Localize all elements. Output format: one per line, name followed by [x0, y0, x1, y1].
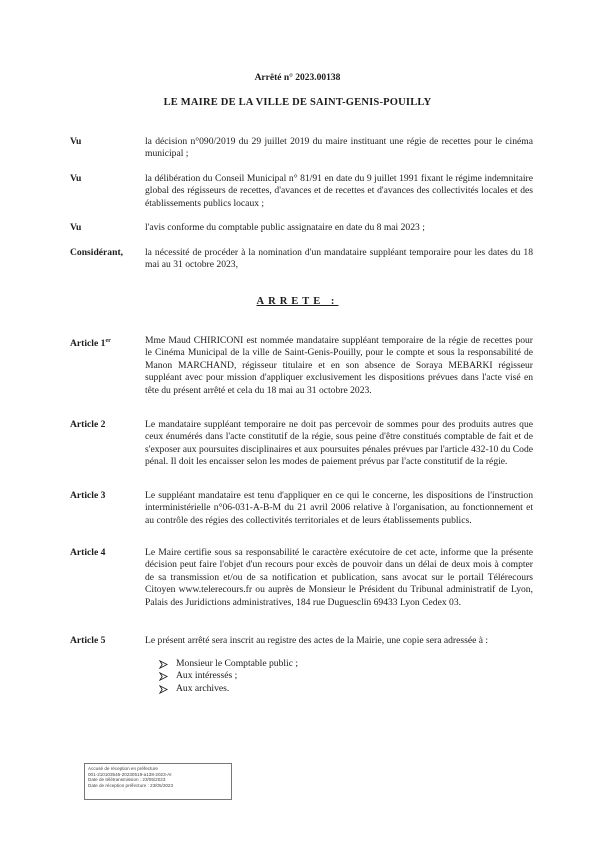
- article-label: Article 3: [70, 490, 106, 501]
- stamp-line: Date de réception préfecture : 23/05/2023: [88, 782, 174, 788]
- preamble-text: la délibération du Conseil Municipal n° 81/91 en date du 9 juillet 1991 fixant le régime indemnitaire global des régisseurs de recettes, d'avances et de recettes et d'avances des collectivités locales et des établissements publics locaux ;: [145, 173, 533, 209]
- article-label: Article 2: [70, 419, 106, 430]
- recipient-label: Aux intéressés ;: [176, 670, 238, 682]
- article-text: Mme Maud CHIRICONI est nommée mandataire suppléant temporaire de la régie de recettes pour le Cinéma Municipal de la ville de Saint-Genis-Pouilly, pour le compte et sous la responsabilité de Manon MARCHAND, régisseur titulaire et en son absence de Soraya MEBARKI régisseur suppléant avec pour mission d'appliquer exclusivement les dispositions prévues dans l'acte visé en tête du présent arrêté et cela du 18 mai au 31 octobre 2023.: [145, 335, 533, 396]
- decision-heading: ARRETE :: [256, 296, 339, 307]
- recipient-label: Aux archives.: [176, 682, 230, 694]
- article-text: Le mandataire suppléant temporaire ne doit pas percevoir de sommes pour des produits autres que ceux énumérés dans l'acte constitutif de la régie, sous peine d'être constitués comptable de fait et de s'exposer aux poursuites disciplinaires et aux poursuites pénales prévues par l'article 432-10 du Code pénal. Il doit les encaisser selon les modes de paiement prévus par l'acte constitutif de la régie.: [145, 419, 533, 468]
- article-label: Article 5: [70, 635, 106, 646]
- preamble-label: Vu: [70, 222, 82, 233]
- arrete-number: Arrêté n° 2023.00138: [254, 73, 341, 83]
- recipient-item: [159, 683, 298, 695]
- preamble-text: la nécessité de procéder à la nomination d'un mandataire suppléant temporaire pour les dates du 18 mai au 31 octobre 2023,: [145, 247, 533, 271]
- preamble-label: Vu: [70, 136, 82, 147]
- preamble-label: Vu: [70, 173, 82, 184]
- recipient-label: Monsieur le Comptable public ;: [176, 658, 299, 669]
- recipient-item: [159, 670, 298, 682]
- preamble-label: Considérant,: [70, 247, 124, 258]
- arrow-bullet-icon: [159, 685, 168, 694]
- authority-title: LE MAIRE DE LA VILLE DE SAINT-GENIS-POUILLY: [163, 97, 432, 108]
- stamp-line: Accusé de réception en préfecture: [88, 766, 158, 771]
- arrow-bullet-icon: [159, 672, 168, 681]
- article-text: Le suppléant mandataire est tenu d'appliquer en ce qui le concerne, les dispositions de l'instruction interministérielle n°06-031-A-B-M du 21 avril 2006 relative à l'organisation, au fonctionnement et au contrôle des régies des collectivités territoriales et de leurs établissements publics.: [145, 490, 533, 526]
- article-text: Le Maire certifie sous sa responsabilité le caractère exécutoire de cet acte, informe que la présente décision peut faire l'objet d'un recours pour excès de pouvoir dans un délai de deux mois à compter de sa transmission et/ou de sa notification et publication, sans avocat sur le portail Télérecours Citoyen www.telerecours.fr ou auprès de Monsieur le Président du Tribunal administratif de Lyon, Palais des Juridictions administratives, 184 rue Duguesclin 69433 Lyon Cedex 03.: [145, 547, 533, 608]
- prefecture-receipt-stamp: [84, 763, 232, 800]
- article-text: Le présent arrêté sera inscrit au registre des actes de la Mairie, une copie sera adressée à :: [145, 635, 489, 646]
- article-label-sup: er: [105, 338, 111, 344]
- stamp-line: Date de télétransmission : 23/05/2023: [88, 777, 166, 783]
- arrow-bullet-icon: [159, 660, 168, 669]
- recipient-list: [159, 658, 298, 695]
- article-label: Article 4: [70, 547, 106, 558]
- preamble-text: l'avis conforme du comptable public assignataire en date du 8 mai 2023 ;: [145, 222, 425, 233]
- preamble-text: la décision n°090/2019 du 29 juillet 2019 du maire instituant une régie de recettes pour le cinéma municipal ;: [145, 136, 533, 160]
- stamp-line: 001-210103545-20230519-a138-2023-AI: [88, 771, 172, 777]
- article-label: Article 1er: [70, 338, 111, 350]
- recipient-item: [159, 658, 298, 670]
